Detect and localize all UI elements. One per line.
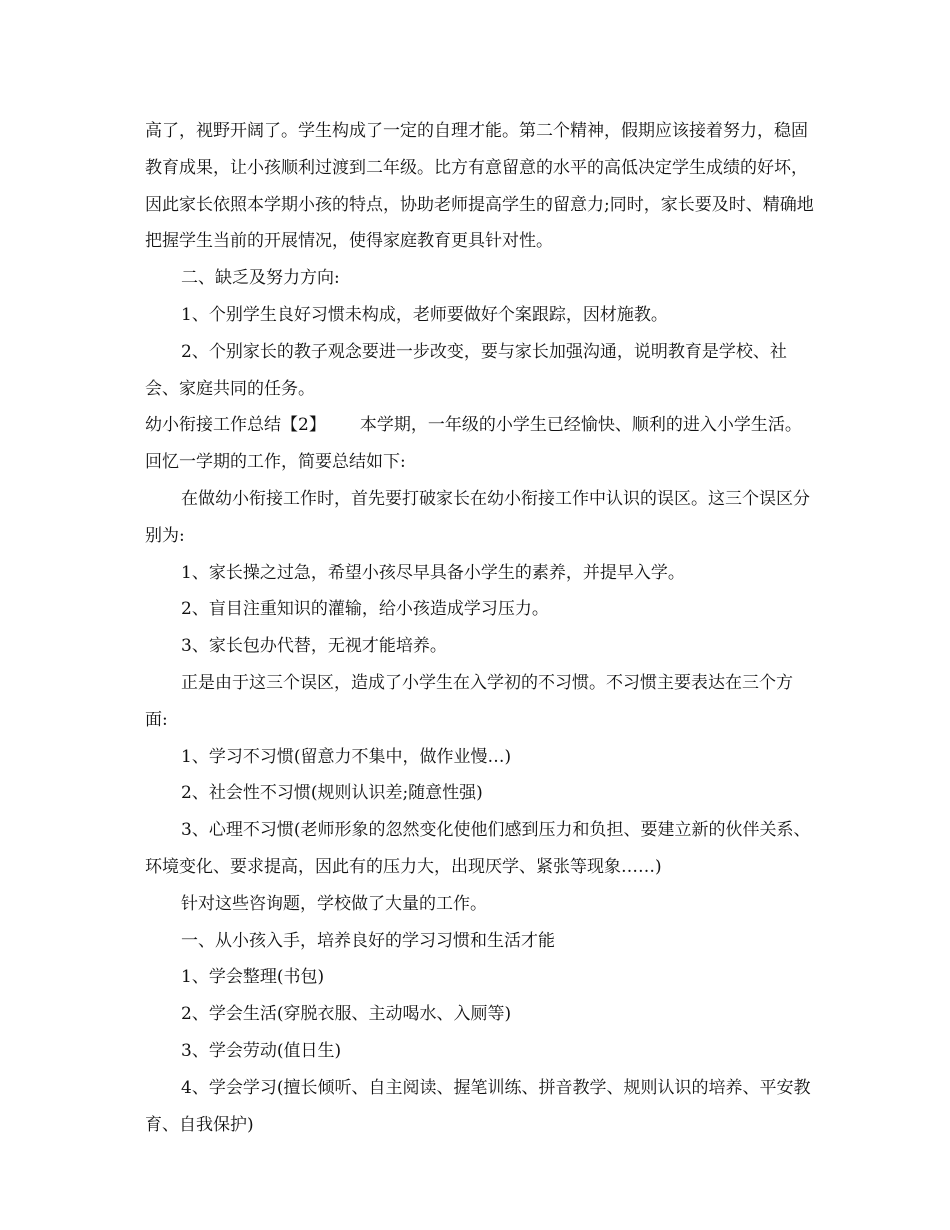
list-item: 1、家长操之过急，希望小孩尽早具备小学生的素养，并提早入学。 xyxy=(181,562,685,583)
list-item: 1、个别学生良好习惯未构成，老师要做好个案跟踪，因材施教。 xyxy=(181,304,668,325)
paragraph-summary-2 xyxy=(145,407,815,481)
list-item: 3、学会劳动(值日生) xyxy=(181,1040,342,1061)
list-item: 1、学习不习惯(留意力不集中，做作业慢…) xyxy=(181,746,512,767)
list-item: 2、学会生活(穿脱衣服、主动喝水、入厕等) xyxy=(181,1004,512,1025)
list-item: 1、学会整理(书包) xyxy=(181,967,325,988)
paragraph: 在做幼小衔接工作时，首先要打破家长在幼小衔接工作中认识的误区。这三个误区分别为: xyxy=(145,488,810,546)
list-item: 2、个别家长的教子观念要进一步改变，要与家长加强沟通，说明教育是学校、社会、家庭共同的任务。 xyxy=(145,341,787,399)
list-item: 2、社会性不习惯(规则认识差;随意性强) xyxy=(181,783,483,804)
list-item: 4、学会学习(擅长倾听、自主阅读、握笔训练、拼音教学、规则认识的培养、平安教育、自我保护) xyxy=(145,1077,811,1135)
paragraph-continuation: 高了，视野开阔了。学生构成了一定的自理才能。第二个精神，假期应该接着努力，稳固教育成果，让小孩顺利过渡到二年级。比方有意留意的水平的高低决定学生成绩的好坏，因此家长依照本学期小孩的特点，协助老师提高学生的留意力;同时，家长要及时、精确地把握学生当前的开展情况，使得家庭教育更具针对性。 xyxy=(145,121,814,252)
list-item: 3、心理不习惯(老师形象的忽然变化使他们感到压力和负担、要建立新的伙伴关系、环境变化、要求提高，因此有的压力大，出现厌学、紧张等现象……) xyxy=(145,820,811,877)
paragraph: 针对这些咨询题，学校做了大量的工作。 xyxy=(181,893,487,914)
list-item: 3、家长包办代替，无视才能培养。 xyxy=(181,636,447,657)
article-heading: 幼小衔接工作总结【2】 xyxy=(145,415,326,436)
paragraph-text: 本学期，一年级的小学生已经愉快、顺利的进入小学生活。回忆一学期的工作，简要总结如下: xyxy=(145,415,802,473)
document-body xyxy=(145,113,815,1143)
paragraph: 正是由于这三个误区，造成了小学生在入学初的不习惯。不习惯主要表达在三个方面: xyxy=(145,672,793,730)
list-item: 2、盲目注重知识的灌输，给小孩造成学习压力。 xyxy=(181,599,549,620)
section-heading-shortcomings: 二、缺乏及努力方向: xyxy=(181,268,340,289)
section-heading-child: 一、从小孩入手，培养良好的学习习惯和生活才能 xyxy=(181,930,555,951)
